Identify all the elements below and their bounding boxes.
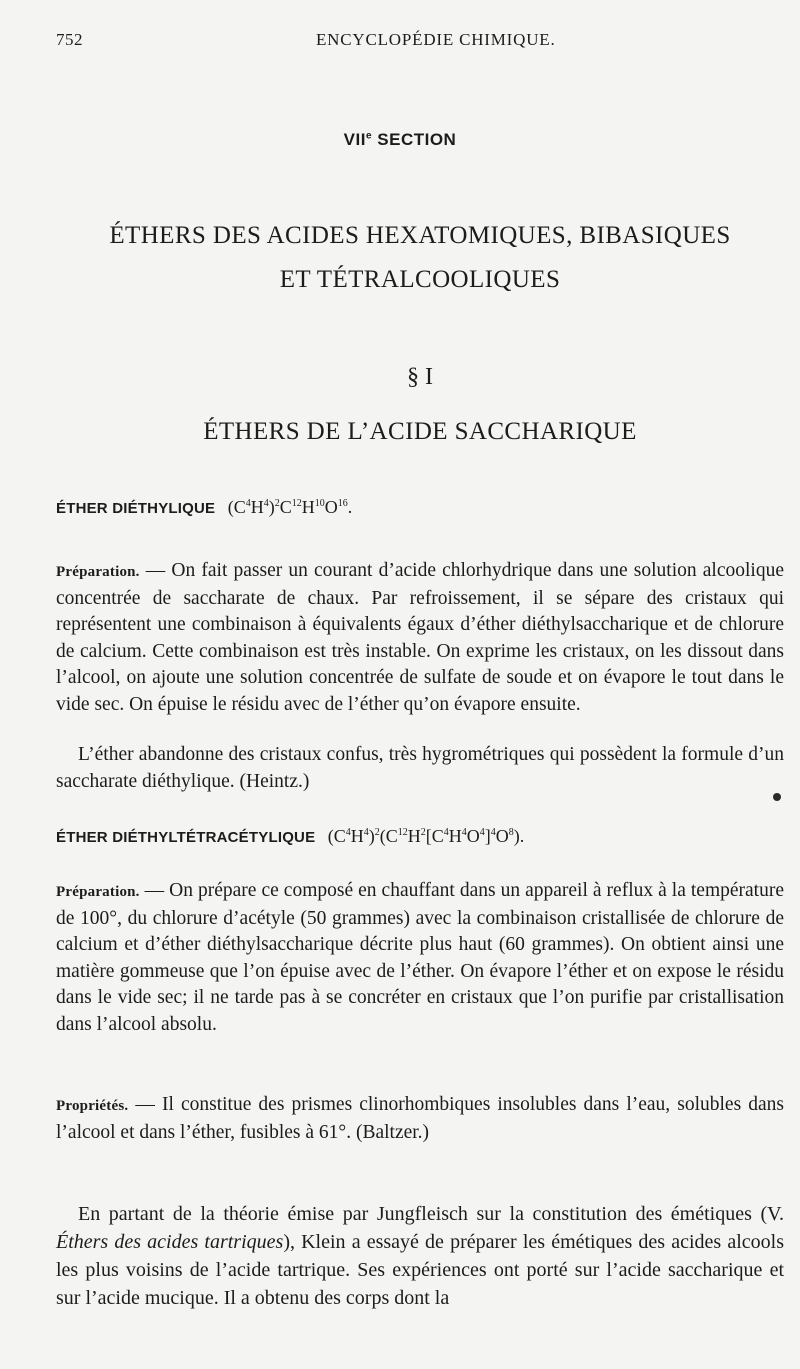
chapter-title-line-2: ET TÉTRALCOOLIQUES <box>279 266 561 293</box>
formula-part: O <box>495 826 509 846</box>
formula-superscript: 12 <box>397 827 408 838</box>
formula-part: ) <box>268 497 275 517</box>
section-heading <box>0 130 800 150</box>
paragraph-text: — On fait passer un courant d’acide chlorhydrique dans une solution alcoolique concentrée de saccharate de chaux. Par refroissement, il se sépare des cristaux qui représentent une combinaison à équivalents égaux d’éther diéthylsaccharique et de chlorure de calcium. Cette combinaison est très instable. On exprime les cristaux, on les dissout dans l’alcool, on ajoute une solution concentrée de sulfate de soude et on évapore le tout dans le vide sec. On épuise le résidu avec de l’éther qu’on évapore ensuite. <box>56 560 784 715</box>
page-number: 752 <box>56 30 83 49</box>
section-word: SECTION <box>377 130 457 149</box>
compound-name: ÉTHER DIÉTHYLTÉTRACÉTYLIQUE <box>56 829 316 846</box>
formula-superscript: 16 <box>337 498 348 509</box>
paragraph-text: L’éther abandonne des cristaux confus, très hygrométriques qui possèdent la formule d’un saccharate diéthylique. (Heintz.) <box>56 744 784 792</box>
paragraph-lead: Préparation. <box>56 884 140 900</box>
formula-part: ] <box>484 826 491 846</box>
formula-superscript: 4 <box>245 498 251 509</box>
formula-part: C <box>279 497 292 517</box>
formula-superscript: 8 <box>508 827 514 838</box>
cross-reference-title: Éthers des acides tartriques <box>56 1231 284 1253</box>
paragraph-text-before: En partant de la théorie émise par Jungfleisch sur la constitution des émétiques (V. <box>78 1203 784 1225</box>
formula-superscript: 4 <box>345 827 351 838</box>
paragraph-text-after: ), Klein a essayé de préparer les émétiques des acides alcools les plus voisins de l’acide tartrique. Ses expériences ont porté sur l’acide saccharique et sur l’acide mucique. Il a obtenu des corps dont la <box>56 1231 784 1309</box>
formula-superscript: 2 <box>420 827 426 838</box>
preparation-paragraph-1 <box>56 558 784 718</box>
formula-part: H <box>250 497 264 517</box>
formula-part: H <box>407 826 421 846</box>
paragraph-lead: Préparation. <box>56 564 140 580</box>
formula-part: H <box>301 497 315 517</box>
closing-paragraph <box>56 1200 784 1312</box>
preparation-paragraph-1-continued <box>56 742 784 795</box>
formula-superscript: 4 <box>263 498 269 509</box>
formula-part: H <box>448 826 462 846</box>
properties-paragraph <box>56 1092 784 1146</box>
section-number-suffix: e <box>365 130 373 142</box>
formula-part: ). <box>513 826 525 846</box>
formula-superscript: 4 <box>461 827 467 838</box>
formula-superscript: 2 <box>274 498 280 509</box>
formula-part: O <box>324 497 338 517</box>
subchapter-title: ÉTHERS DE L’ACIDE SACCHARIQUE <box>203 418 637 445</box>
section-number: VII <box>343 130 366 149</box>
paragraph-text: — On prépare ce composé en chauffant dans un appareil à reflux à la température de 100°, du chlorure d’acétyle (50 grammes) avec la combinaison cristallisée de chlorure de calcium et d’éther diéthylsaccharique décrite plus haut (60 grammes). On obtient ainsi une matière gommeuse que l’on épuise avec de l’éther. On évapore l’éther et on expose le résidu dans le vide sec; il ne tarde pas à se concréter en cristaux que l’on purifie par cristallisation dans l’alcool absolu. <box>56 880 784 1035</box>
compound-heading-tetracetyl <box>56 826 524 847</box>
formula-superscript: 4 <box>443 827 449 838</box>
running-title: ENCYCLOPÉDIE CHIMIQUE. <box>316 30 556 49</box>
ink-dot-mark <box>773 793 781 801</box>
compound-heading-diethyl <box>56 497 352 518</box>
formula-part: ) <box>368 826 375 846</box>
formula-part: (C <box>327 826 346 846</box>
chemical-formula <box>328 826 525 846</box>
formula-superscript: 4 <box>479 827 485 838</box>
compound-name: ÉTHER DIÉTHYLIQUE <box>56 500 216 517</box>
chapter-title <box>0 214 800 302</box>
running-head <box>56 30 780 54</box>
paragraph-text: — Il constitue des prismes clinorhombiques insolubles dans l’eau, solubles dans l’alcool et dans l’éther, fusibles à 61°. (Baltzer.) <box>56 1094 784 1143</box>
formula-part: (C <box>379 826 398 846</box>
formula-superscript: 12 <box>291 498 302 509</box>
preparation-paragraph-2 <box>56 878 784 1038</box>
formula-superscript: 10 <box>314 498 325 509</box>
formula-part: O <box>466 826 480 846</box>
formula-part: . <box>347 497 353 517</box>
paragraph-mark: § I <box>407 364 433 390</box>
formula-part: (C <box>227 497 246 517</box>
formula-part: [C <box>425 826 444 846</box>
formula-superscript: 4 <box>490 827 496 838</box>
formula-part: H <box>350 826 364 846</box>
chapter-title-line-1: ÉTHERS DES ACIDES HEXATOMIQUES, BIBASIQUES <box>109 222 731 249</box>
paragraph-lead: Propriétés. <box>56 1098 129 1114</box>
formula-superscript: 4 <box>363 827 369 838</box>
chemical-formula <box>228 497 353 517</box>
formula-superscript: 2 <box>374 827 380 838</box>
